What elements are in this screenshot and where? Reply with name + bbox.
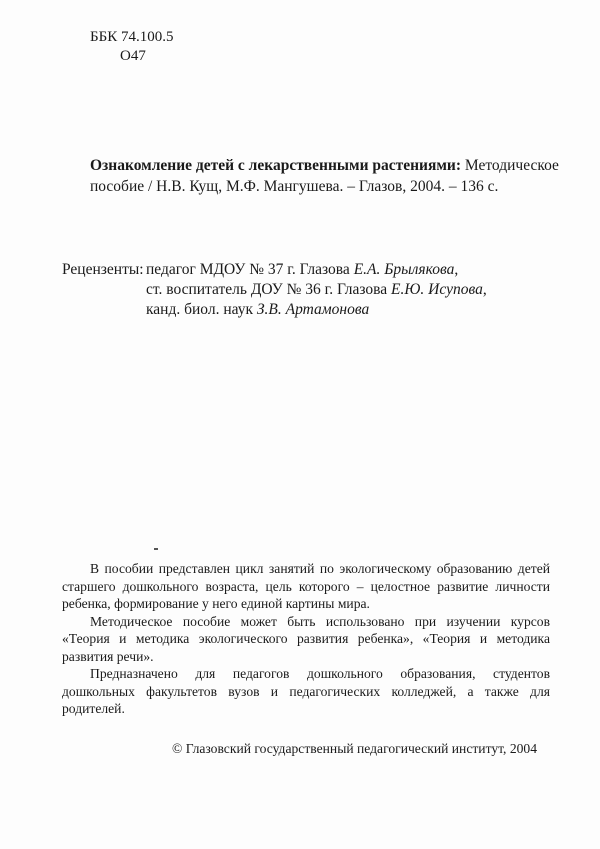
reviewer-suffix: , bbox=[454, 261, 459, 278]
reviewer-position: ст. воспитатель ДОУ № 36 г. Глазова bbox=[146, 281, 388, 298]
reviewer-line bbox=[146, 280, 566, 300]
annotation-block bbox=[62, 560, 550, 718]
bbk-code: ББК 74.100.5 bbox=[90, 29, 174, 45]
annotation-paragraph: Предназначено для педагогов дошкольного образования, студентов дошкольных факультетов вузов и педагогических колледжей, а также для родителей. bbox=[62, 666, 550, 716]
reviewer-name: Е.Ю. Исупова bbox=[391, 281, 483, 298]
reviewer-name: З.В. Артамонова bbox=[256, 301, 370, 318]
book-title: Ознакомление детей с лекарственными растениями: bbox=[90, 157, 462, 174]
annotation-paragraph: В пособии представлен цикл занятий по экологическому образованию детей старшего дошкольного возраста, цель которого – целостное развитие личности ребенка, формирование у него единой картины мира. bbox=[62, 561, 550, 611]
reviewer-position: канд. биол. наук bbox=[146, 301, 253, 318]
reviewers-label: Рецензенты: bbox=[62, 261, 144, 278]
reviewers-list bbox=[146, 260, 566, 320]
author-mark: О47 bbox=[120, 48, 146, 64]
annotation-paragraph: Методическое пособие может быть использовано при изучении курсов «Теория и методика экологического развития ребенка», «Теория и методика развития речи». bbox=[62, 613, 550, 664]
bibliographic-record bbox=[90, 155, 560, 197]
copyright-line: © Глазовский государственный педагогический институт, 2004 bbox=[172, 741, 538, 756]
book-description: Методическое пособие / Н.В. Кущ, М.Ф. Мангушева. – Глазов, 2004. – 136 с. bbox=[90, 157, 559, 195]
reviewer-name: Е.А. Брылякова bbox=[353, 261, 455, 278]
reviewer-line bbox=[146, 300, 566, 320]
reviewer-position: педагог МДОУ № 37 г. Глазова bbox=[146, 261, 350, 278]
reviewer-line bbox=[146, 260, 566, 280]
classification-block bbox=[90, 28, 173, 66]
scan-speck bbox=[154, 548, 158, 550]
reviewer-suffix: , bbox=[482, 281, 487, 298]
